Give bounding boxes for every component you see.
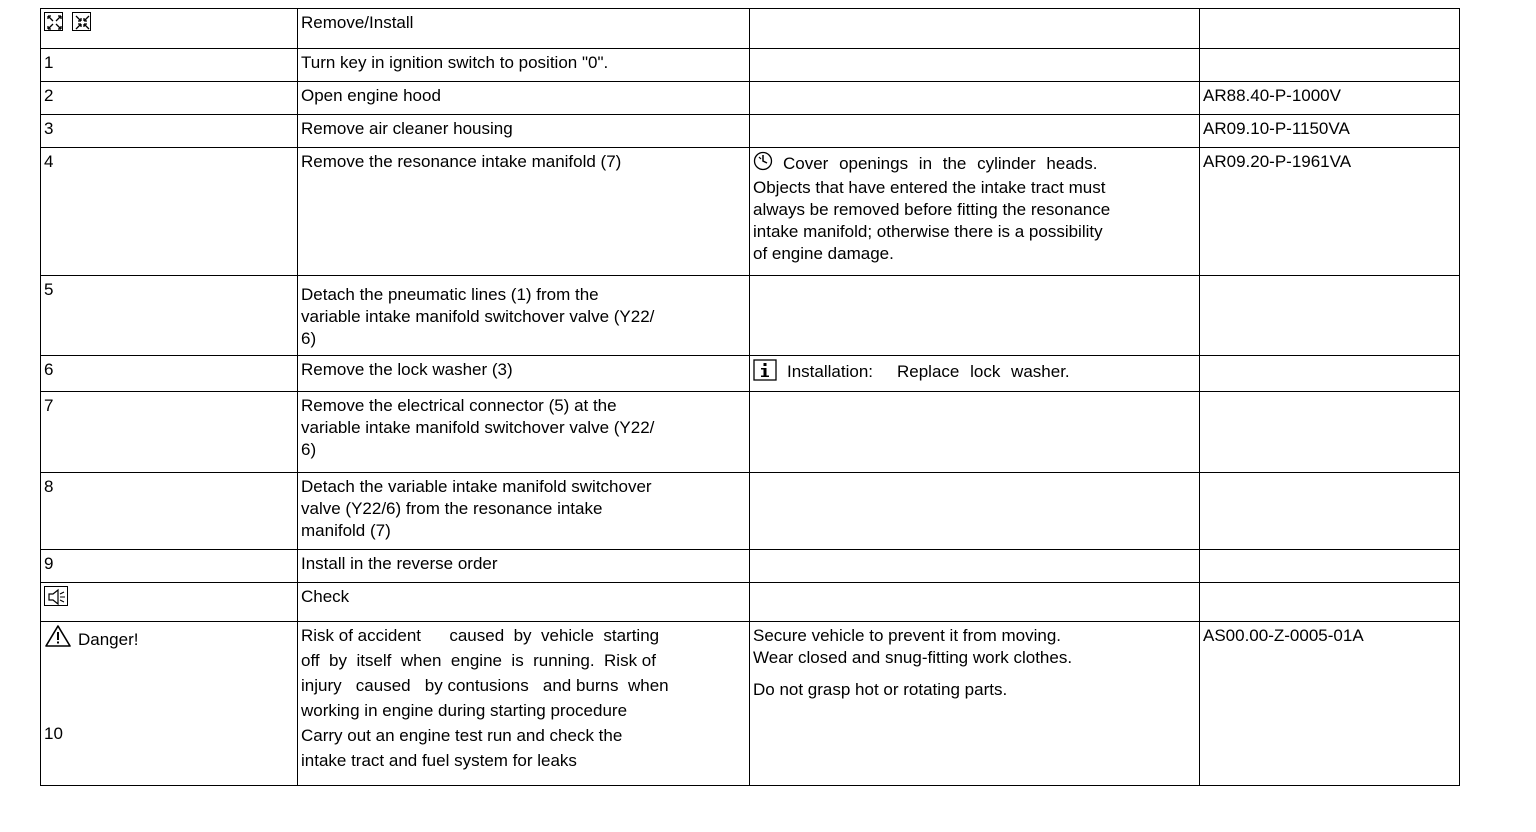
step-action: Detach the variable intake manifold switchover valve (Y22/6) from the resonance intake manifold (7) <box>298 473 750 550</box>
step-action: Remove the resonance intake manifold (7) <box>298 148 750 276</box>
step-number: 5 <box>41 276 298 356</box>
step-note <box>750 82 1200 115</box>
step-number: 8 <box>41 473 298 550</box>
check-note <box>750 583 1200 622</box>
step-number-10: 10 <box>44 724 63 743</box>
header-empty-4 <box>1200 9 1460 49</box>
step-row-3 <box>41 115 1460 148</box>
note-clock-icon <box>753 151 775 177</box>
step-number: 2 <box>41 82 298 115</box>
step-number: 1 <box>41 49 298 82</box>
step-row-2 <box>41 82 1460 115</box>
expand-icon[interactable] <box>44 12 63 31</box>
step-ref <box>1200 276 1460 356</box>
warning-triangle-icon <box>44 624 72 654</box>
step-action: Remove air cleaner housing <box>298 115 750 148</box>
step-ref <box>1200 356 1460 392</box>
procedure-table <box>40 8 1460 786</box>
step-action: Detach the pneumatic lines (1) from the variable intake manifold switchover valve (Y22/ 6) <box>298 276 750 356</box>
step-action: Install in the reverse order <box>298 550 750 583</box>
step-ref <box>1200 392 1460 473</box>
step-note <box>750 550 1200 583</box>
step-row-1 <box>41 49 1460 82</box>
step-row-4 <box>41 148 1460 276</box>
danger-row <box>41 622 1460 786</box>
note-line-2: Objects that have entered the intake tract must <box>753 178 1106 197</box>
note-line-5: of engine damage. <box>753 244 894 263</box>
step-number: 7 <box>41 392 298 473</box>
step-note <box>750 49 1200 82</box>
step-note <box>750 276 1200 356</box>
step-ref-link[interactable]: AR88.40-P-1000V <box>1200 82 1460 115</box>
header-empty-3 <box>750 9 1200 49</box>
step-ref <box>1200 550 1460 583</box>
danger-measures-cell: Secure vehicle to prevent it from moving. Wear closed and snug-fitting work clothes. Do not grasp hot or rotating parts. <box>750 622 1200 786</box>
step-ref[interactable] <box>1200 49 1460 82</box>
step-number: 6 <box>41 356 298 392</box>
note-line-4: intake manifold; otherwise there is a possibility <box>753 222 1103 241</box>
check-ref <box>1200 583 1460 622</box>
check-label: Check <box>298 583 750 622</box>
step-action: Remove the electrical connector (5) at the variable intake manifold switchover valve (Y22/ 6) <box>298 392 750 473</box>
installation-text: Replace lock washer. <box>897 362 1070 381</box>
step-action: Turn key in ignition switch to position "0". <box>298 49 750 82</box>
step-number: 9 <box>41 550 298 583</box>
header-row <box>41 9 1460 49</box>
step-number: 4 <box>41 148 298 276</box>
danger-cell <box>41 622 298 786</box>
step-row-8 <box>41 473 1460 550</box>
note-line-3: always be removed before fitting the resonance <box>753 200 1111 219</box>
step-action: Remove the lock washer (3) <box>298 356 750 392</box>
step-note <box>750 356 1200 392</box>
step-number: 3 <box>41 115 298 148</box>
step-ref-link[interactable]: AR09.20-P-1961VA <box>1200 148 1460 276</box>
danger-risk-cell: Risk of accident caused by vehicle starting off by itself when engine is running. Risk of injury caused by contusions and burns when working in engine during starting procedure Carry out an engine test run and check the intake tract and fuel system for leaks <box>298 622 750 786</box>
step10-line-2: intake tract and fuel system for leaks <box>301 751 577 770</box>
step-row-7 <box>41 392 1460 473</box>
check-row <box>41 583 1460 622</box>
speaker-icon[interactable] <box>44 586 68 606</box>
step-ref-link[interactable]: AR09.10-P-1150VA <box>1200 115 1460 148</box>
note-line-1: Cover openings in the cylinder heads. <box>783 154 1098 173</box>
header-title: Remove/Install <box>298 9 750 49</box>
collapse-icon[interactable] <box>72 12 91 31</box>
step-note <box>750 392 1200 473</box>
check-icon-cell <box>41 583 298 622</box>
step-note <box>750 473 1200 550</box>
step10-line-1: Carry out an engine test run and check the <box>301 726 623 745</box>
header-icons-cell <box>41 9 298 49</box>
step-row-5 <box>41 276 1460 356</box>
danger-ref-link[interactable]: AS00.00-Z-0005-01A <box>1200 622 1460 786</box>
step-action: Open engine hood <box>298 82 750 115</box>
step-ref <box>1200 473 1460 550</box>
info-icon <box>753 359 777 387</box>
step-note <box>750 115 1200 148</box>
danger-label: Danger! <box>78 630 139 649</box>
installation-label: Installation: <box>787 362 873 381</box>
step-row-9 <box>41 550 1460 583</box>
step-row-6 <box>41 356 1460 392</box>
step-note <box>750 148 1200 276</box>
